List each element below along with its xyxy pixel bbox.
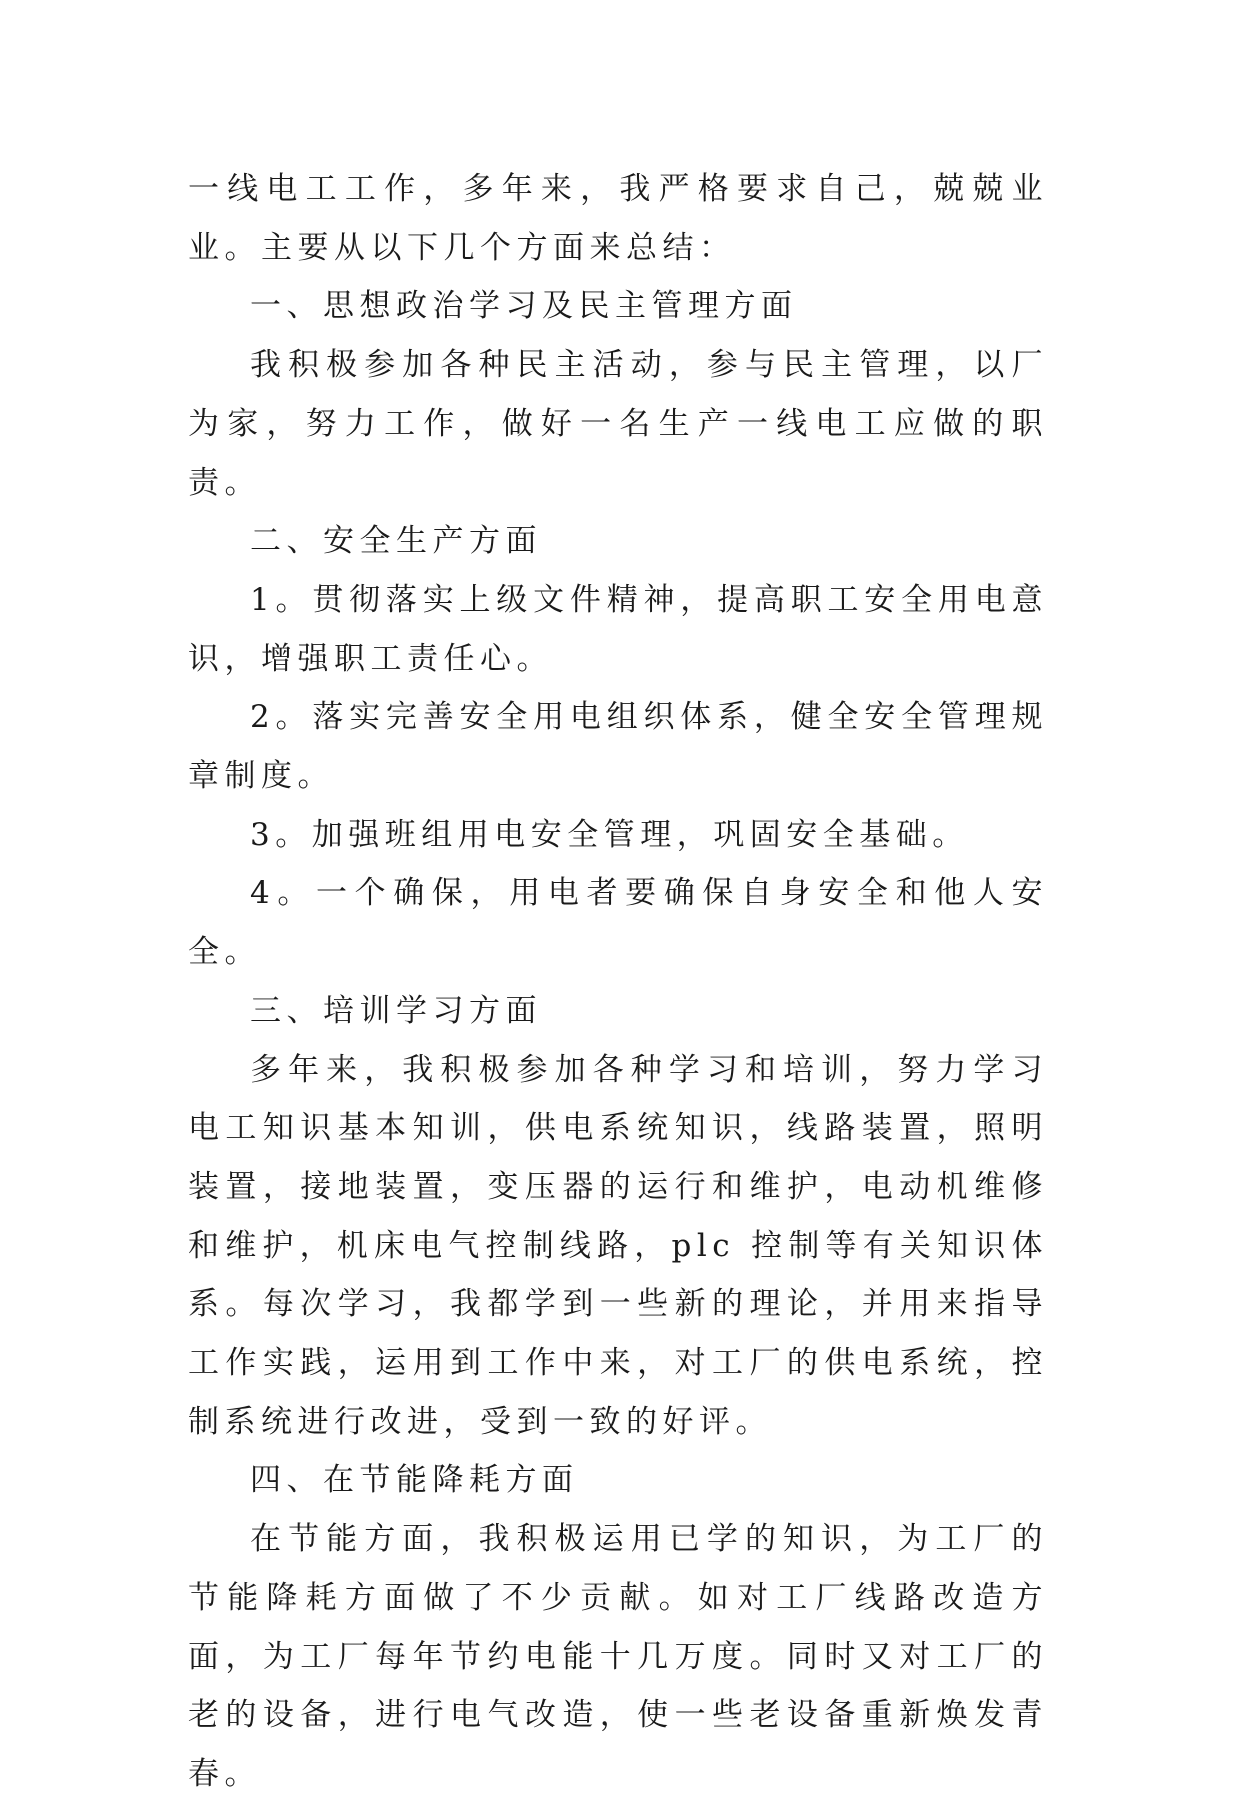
section-heading-1: 一、思想政治学习及民主管理方面	[250, 288, 798, 325]
document-body	[188, 160, 1048, 1804]
list-item-1: 1。贯彻落实上级文件精神，提高职工安全用电意识，增强职工责任心。	[188, 581, 1048, 677]
paragraph-democratic-management: 我积极参加各种民主活动，参与民主管理，以厂为家，努力工作，做好一名生产一线电工应做的职责。	[188, 347, 1048, 501]
section-heading-3: 三、培训学习方面	[250, 992, 542, 1029]
list-item-4: 4。一个确保，用电者要确保自身安全和他人安全。	[188, 875, 1048, 971]
paragraph-intro: 一线电工工作，多年来，我严格要求自己，兢兢业业。主要从以下几个方面来总结：	[188, 171, 1048, 266]
list-item-3: 3。加强班组用电安全管理，巩固安全基础。	[250, 816, 969, 853]
section-heading-4: 四、在节能降耗方面	[250, 1462, 579, 1499]
list-item-2: 2。落实完善安全用电组织体系，健全安全管理规章制度。	[188, 699, 1048, 795]
paragraph-training: 多年来，我积极参加各种学习和培训，努力学习电工知识基本知训，供电系统知识，线路装置，照明装置，接地装置，变压器的运行和维护，电动机维修和维护，机床电气控制线路，plc 控制等有关知识体系。每次学习，我都学到一些新的理论，并用来指导工作实践，运用到工作中来，对工厂的供电系统，控制系统进行改进，受到一致的好评。	[188, 1051, 1048, 1440]
section-heading-2: 二、安全生产方面	[250, 523, 542, 560]
paragraph-energy-saving: 在节能方面，我积极运用已学的知识，为工厂的节能降耗方面做了不少贡献。如对工厂线路改造方面，为工厂每年节约电能十几万度。同时又对工厂的老的设备，进行电气改造，使一些老设备重新焕发青春。	[188, 1521, 1048, 1792]
